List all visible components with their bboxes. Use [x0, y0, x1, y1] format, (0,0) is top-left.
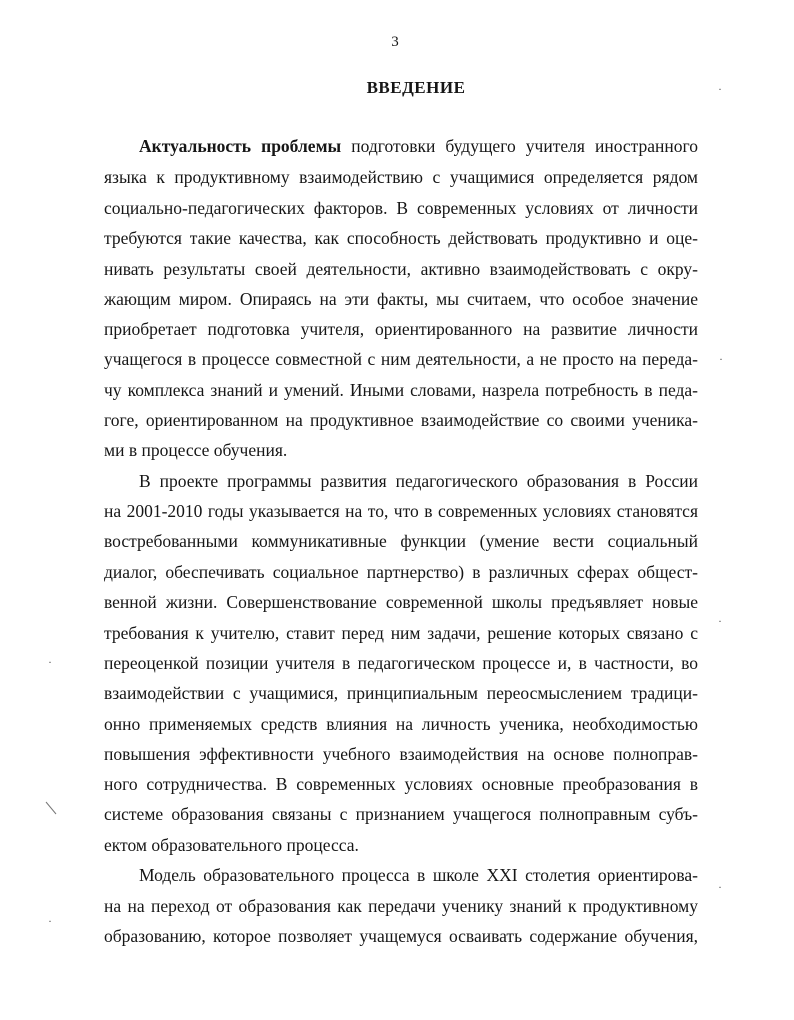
paragraph-1-line-10: гоге, ориентированном на продуктивное взаимодействие со своими ученика-: [104, 410, 698, 430]
section-heading: ВВЕДЕНИЕ: [366, 78, 466, 97]
paragraph-2-line-10: повышения эффективности учебного взаимодействия на основе полноправ-: [104, 744, 698, 764]
paragraph-1-line-11: ми в процессе обучения.: [104, 440, 288, 460]
paragraph-2-line-11: ного сотрудничества. В современных условиях основные преобразования в: [104, 774, 698, 794]
scan-stroke: [44, 800, 60, 818]
paragraph-3-line-3: образованию, которое позволяет учащемуся осваивать содержание обучения,: [104, 926, 698, 946]
paragraph-3-line-2: на на переход от образования как передачи ученику знаний к продуктивному: [104, 896, 698, 916]
lead-bold-term: Актуальность проблемы: [139, 136, 342, 156]
paragraph-1-line-1-text: подготовки будущего учителя иностранного: [351, 136, 699, 156]
paragraph-2-line-4: диалог, обеспечивать социальное партнерство) в различных сферах общест-: [104, 562, 698, 582]
paragraph-2-line-13: ектом образовательного процесса.: [104, 835, 359, 855]
paragraph-1-line-7: приобретает подготовка учителя, ориентированного на развитие личности: [104, 319, 698, 339]
paragraph-2-line-3: востребованными коммуникативные функции (умение вести социальный: [104, 531, 698, 551]
scan-speck: ·: [48, 655, 52, 669]
scan-speck: ·: [719, 352, 723, 366]
paragraph-1-line-5: нивать результаты своей деятельности, активно взаимодействовать с окру-: [104, 259, 698, 279]
paragraph-2-line-8: взаимодействии с учащимися, принципиальным переосмыслением традици-: [104, 683, 698, 703]
paragraph-2-line-9: онно применяемых средств влияния на личность ученика, необходимостью: [104, 714, 698, 734]
paragraph-1-line-9: чу комплекса знаний и умений. Иными словами, назрела потребность в педа-: [104, 380, 698, 400]
paragraph-2-line-2: на 2001-2010 годы указывается на то, что в современных условиях становятся: [104, 501, 698, 521]
scan-speck: ·: [718, 614, 722, 628]
scan-speck: ·: [48, 914, 52, 928]
paragraph-2-line-7: переоценкой позиции учителя в педагогическом процессе и, в частности, во: [104, 653, 698, 673]
paragraph-2-line-5: венной жизни. Совершенствование современной школы предъявляет новые: [104, 592, 698, 612]
paragraph-1-line-3: социально-педагогических факторов. В современных условиях от личности: [104, 198, 698, 218]
paragraph-2-line-6: требования к учителю, ставит перед ним задачи, решение которых связано с: [104, 623, 698, 643]
paragraph-1-line-8: учащегося в процессе совместной с ним деятельности, а не просто на переда-: [104, 349, 698, 369]
scan-speck: ·: [718, 82, 722, 96]
paragraph-1-line-6: жающим миром. Опираясь на эти факты, мы считаем, что особое значение: [104, 289, 698, 309]
page-number: 3: [391, 34, 399, 50]
paragraph-3-line-1: Модель образовательного процесса в школе XXI столетия ориентирова-: [139, 865, 698, 885]
paragraph-1-line-1: [139, 131, 698, 161]
paragraph-2-line-1: В проекте программы развития педагогического образования в России: [139, 471, 698, 491]
scan-speck: ·: [718, 880, 722, 894]
paragraph-2-line-12: системе образования связаны с признанием учащегося полноправным субъ-: [104, 804, 698, 824]
paragraph-1-line-2: языка к продуктивному взаимодействию с учащимися определяется рядом: [104, 167, 698, 187]
paragraph-1-line-4: требуются такие качества, как способность действовать продуктивно и оце-: [104, 228, 698, 248]
